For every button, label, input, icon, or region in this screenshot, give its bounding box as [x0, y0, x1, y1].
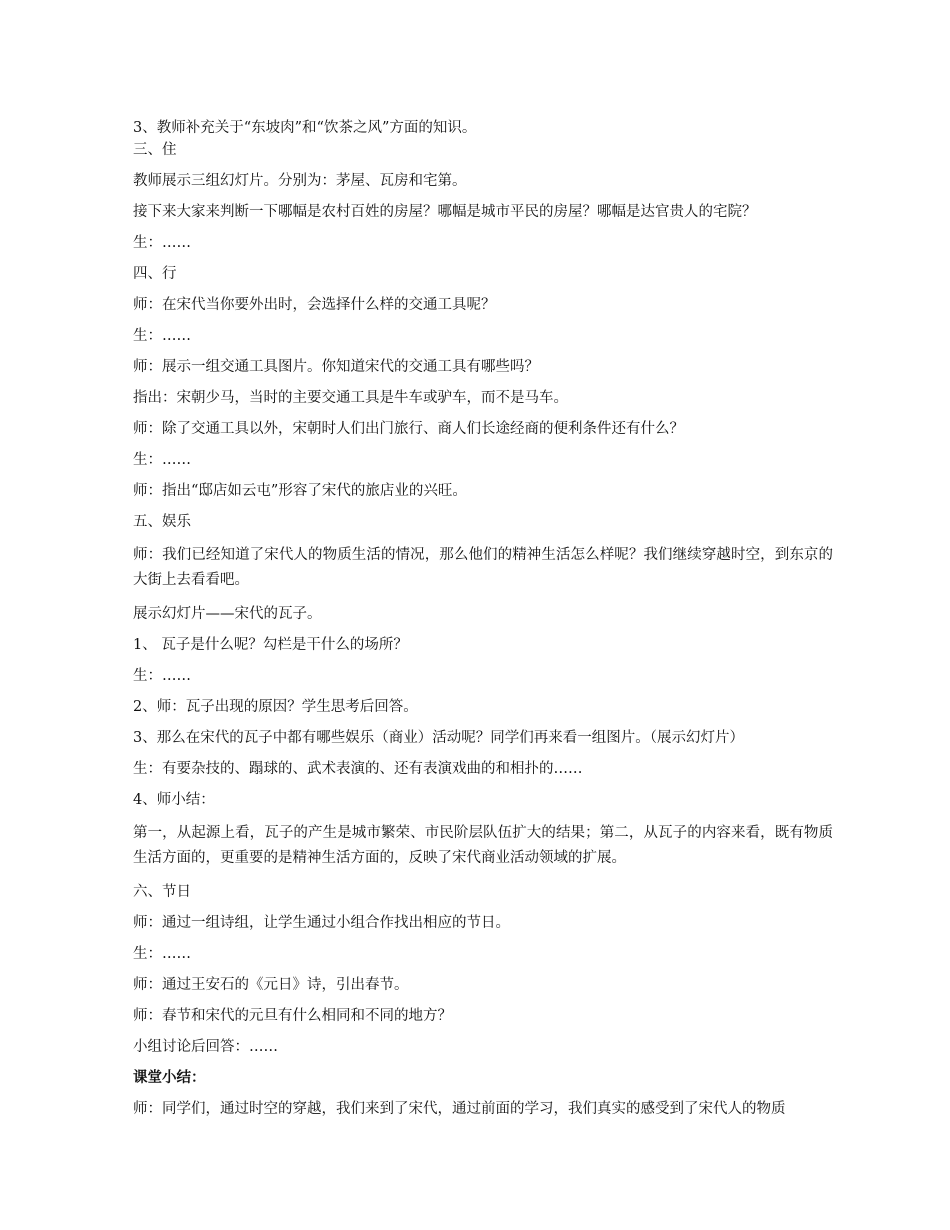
text-line: 生：…… — [133, 328, 191, 344]
document-body — [133, 118, 833, 1130]
text-paragraph: 师：我们已经知道了宋代人的物质生活的情况，那么他们的精神生活怎么样呢？我们继续穿越时空，到东京的大街上去看看吧。 — [133, 547, 833, 588]
text-line: 3、那么在宋代的瓦子中都有哪些娱乐（商业）活动呢？同学们再来看一组图片。（展示幻灯片） — [133, 730, 744, 746]
section-heading: 六、节日 — [133, 884, 191, 900]
text-line: 师：通过王安石的《元日》诗，引出春节。 — [133, 977, 409, 993]
text-line: 师：春节和宋代的元旦有什么相同和不同的地方？ — [133, 1008, 452, 1024]
text-line: 师：同学们，通过时空的穿越，我们来到了宋代，通过前面的学习，我们真实的感受到了宋代人的物质 — [133, 1101, 786, 1117]
section-heading: 四、行 — [133, 266, 177, 282]
text-line: 生：…… — [133, 946, 191, 962]
text-line: 指出：宋朝少马，当时的主要交通工具是牛车或驴车，而不是马车。 — [133, 390, 568, 406]
text-line: 生：…… — [133, 452, 191, 468]
text-line: 生：有要杂技的、蹋球的、武术表演的、还有表演戏曲的和相扑的…… — [133, 761, 583, 777]
text-line: 1、 瓦子是什么呢？勾栏是干什么的场所？ — [133, 637, 408, 653]
text-line: 师：在宋代当你要外出时，会选择什么样的交通工具呢？ — [133, 297, 496, 313]
text-line: 展示幻灯片——宋代的瓦子。 — [133, 606, 322, 622]
text-line: 师：展示一组交通工具图片。你知道宋代的交通工具有哪些吗？ — [133, 359, 539, 375]
text-line: 师：除了交通工具以外，宋朝时人们出门旅行、商人们长途经商的便利条件还有什么？ — [133, 421, 684, 437]
summary-heading: 课堂小结： — [133, 1069, 206, 1086]
section-heading: 三、住 — [133, 142, 177, 158]
text-line: 师：通过一组诗组，让学生通过小组合作找出相应的节日。 — [133, 915, 510, 931]
text-line: 3、教师补充关于“东坡肉”和“饮茶之风”方面的知识。 — [133, 120, 477, 136]
text-paragraph: 第一，从起源上看，瓦子的产生是城市繁荣、市民阶层队伍扩大的结果；第二，从瓦子的内容来看，既有物质生活方面的，更重要的是精神生活方面的，反映了宋代商业活动领域的扩展。 — [133, 825, 833, 866]
text-line: 接下来大家来判断一下哪幅是农村百姓的房屋？哪幅是城市平民的房屋？哪幅是达官贵人的宅院？ — [133, 204, 757, 220]
section-heading: 五、娱乐 — [133, 514, 191, 530]
text-line: 师：指出“邸店如云屯”形容了宋代的旅店业的兴旺。 — [133, 483, 467, 499]
text-line: 生：…… — [133, 668, 191, 684]
text-line: 小组讨论后回答：…… — [133, 1039, 278, 1055]
text-line: 2、师：瓦子出现的原因？学生思考后回答。 — [133, 699, 418, 715]
text-line: 生：…… — [133, 235, 191, 251]
text-line: 教师展示三组幻灯片。分别为：茅屋、瓦房和宅第。 — [133, 173, 467, 189]
text-line: 4、师小结： — [133, 792, 215, 808]
